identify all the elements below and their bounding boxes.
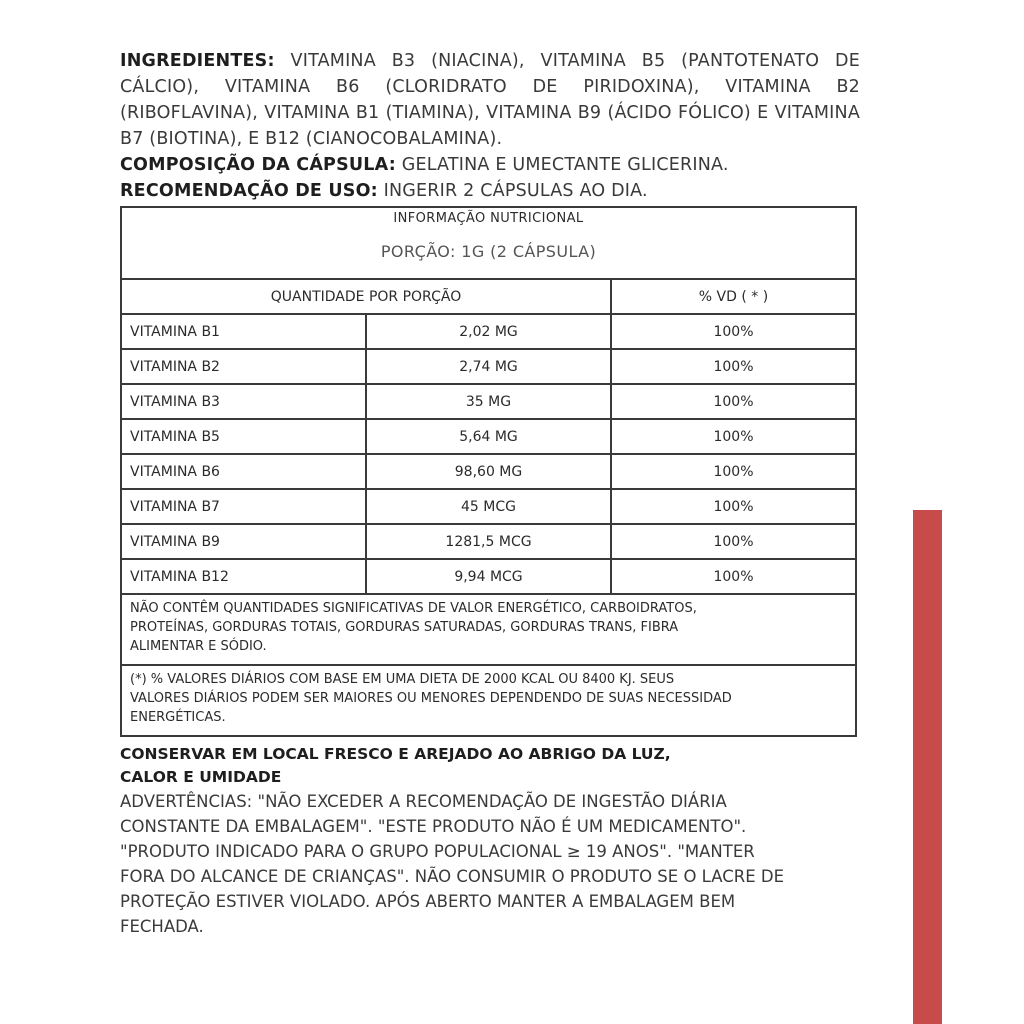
nutrient-vd: 100%: [611, 384, 856, 419]
column-header-vd: % VD ( * ): [611, 279, 856, 314]
nutrient-row: [121, 524, 856, 559]
nutrient-vd: 100%: [611, 559, 856, 594]
usage-label: RECOMENDAÇÃO DE USO:: [120, 181, 378, 201]
nutrient-name: VITAMINA B1: [121, 314, 366, 349]
warning-line: CONSTANTE DA EMBALAGEM". "ESTE PRODUTO NÃO É UM MEDICAMENTO".: [120, 817, 747, 836]
portion-size: PORÇÃO: 1G (2 CÁPSULA): [380, 242, 597, 261]
nutrient-amount: 98,60 MG: [366, 454, 611, 489]
nutrient-name: VITAMINA B6: [121, 454, 366, 489]
nutrient-row: [121, 489, 856, 524]
nutrient-vd: 100%: [611, 419, 856, 454]
capsule-text: GELATINA E UMECTANTE GLICERINA.: [401, 155, 729, 175]
nutrition-title: INFORMAÇÃO NUTRICIONAL: [393, 211, 584, 226]
warning-line: "PRODUTO INDICADO PARA O GRUPO POPULACIONAL ≥ 19 ANOS". "MANTER: [120, 842, 755, 861]
daily-value-footnote: [121, 665, 856, 736]
nutrient-rows: [121, 314, 856, 594]
nutrient-amount: 9,94 MCG: [366, 559, 611, 594]
nutrient-row: [121, 454, 856, 489]
storage-instructions: [120, 743, 860, 789]
note-line: PROTEÍNAS, GORDURAS TOTAIS, GORDURAS SATURADAS, GORDURAS TRANS, FIBRA: [130, 620, 679, 635]
footnote-line: ENERGÉTICAS.: [130, 710, 226, 725]
warning-line: FORA DO ALCANCE DE CRIANÇAS". NÃO CONSUMIR O PRODUTO SE O LACRE DE: [120, 867, 785, 886]
capsule-label: COMPOSIÇÃO DA CÁPSULA:: [120, 155, 396, 175]
nutrient-vd: 100%: [611, 524, 856, 559]
nutrient-amount: 45 MCG: [366, 489, 611, 524]
footnote-line: VALORES DIÁRIOS PODEM SER MAIORES OU MENORES DEPENDENDO DE SUAS NECESSIDAD: [130, 691, 732, 706]
no-significant-note: [121, 594, 856, 665]
nutrient-amount: 1281,5 MCG: [366, 524, 611, 559]
nutrient-name: VITAMINA B7: [121, 489, 366, 524]
nutrient-vd: 100%: [611, 349, 856, 384]
no-significant-note-row: [121, 594, 856, 665]
column-header-quantity: QUANTIDADE POR PORÇÃO: [121, 279, 611, 314]
nutrient-name: VITAMINA B9: [121, 524, 366, 559]
nutrient-amount: 35 MG: [366, 384, 611, 419]
ingredients-label: INGREDIENTES:: [120, 51, 275, 71]
storage-line: CALOR E UMIDADE: [120, 768, 282, 786]
column-header-row: [121, 279, 856, 314]
footnote-line: (*) % VALORES DIÁRIOS COM BASE EM UMA DIETA DE 2000 KCAL OU 8400 KJ. SEUS: [130, 672, 675, 687]
note-line: ALIMENTAR E SÓDIO.: [130, 639, 267, 654]
label-content: [120, 48, 860, 939]
nutrient-amount: 2,02 MG: [366, 314, 611, 349]
ingredients-paragraph: [120, 48, 860, 152]
nutrition-header-row: [121, 207, 856, 279]
nutrient-name: VITAMINA B5: [121, 419, 366, 454]
nutrient-row: [121, 349, 856, 384]
nutrient-vd: 100%: [611, 454, 856, 489]
note-line: NÃO CONTÊM QUANTIDADES SIGNIFICATIVAS DE VALOR ENERGÉTICO, CARBOIDRATOS,: [130, 601, 697, 616]
nutrition-header: [121, 207, 856, 279]
nutrient-amount: 5,64 MG: [366, 419, 611, 454]
warning-line: PROTEÇÃO ESTIVER VIOLADO. APÓS ABERTO MANTER A EMBALAGEM BEM: [120, 892, 736, 911]
nutrient-name: VITAMINA B2: [121, 349, 366, 384]
ingredients-text: VITAMINA B3 (NIACINA), VITAMINA B5 (PANTOTENATO DE CÁLCIO), VITAMINA B6 (CLORIDRATO DE PIRIDOXINA), VITAMINA B2 (RIBOFLAVINA), VITAMINA B1 (TIAMINA), VITAMINA B9 (ÁCIDO FÓLICO) E VITAMINA B7 (BIOTINA), E B12 (CIANOCOBALAMINA).: [120, 51, 860, 149]
accent-bar: [913, 510, 942, 1024]
nutrient-row: [121, 419, 856, 454]
usage-text: INGERIR 2 CÁPSULAS AO DIA.: [383, 181, 648, 201]
nutrient-name: VITAMINA B12: [121, 559, 366, 594]
warning-line: FECHADA.: [120, 917, 204, 936]
nutrient-row: [121, 559, 856, 594]
usage-recommendation: [120, 178, 860, 204]
nutrition-table: [120, 206, 857, 737]
nutrient-name: VITAMINA B3: [121, 384, 366, 419]
storage-line: CONSERVAR EM LOCAL FRESCO E AREJADO AO ABRIGO DA LUZ,: [120, 745, 671, 763]
nutrient-row: [121, 314, 856, 349]
warnings: [120, 789, 860, 939]
nutrient-row: [121, 384, 856, 419]
nutrient-amount: 2,74 MG: [366, 349, 611, 384]
capsule-composition: [120, 152, 860, 178]
daily-value-footnote-row: [121, 665, 856, 736]
warning-line: ADVERTÊNCIAS: "NÃO EXCEDER A RECOMENDAÇÃO DE INGESTÃO DIÁRIA: [120, 792, 727, 811]
nutrient-vd: 100%: [611, 314, 856, 349]
nutrient-vd: 100%: [611, 489, 856, 524]
